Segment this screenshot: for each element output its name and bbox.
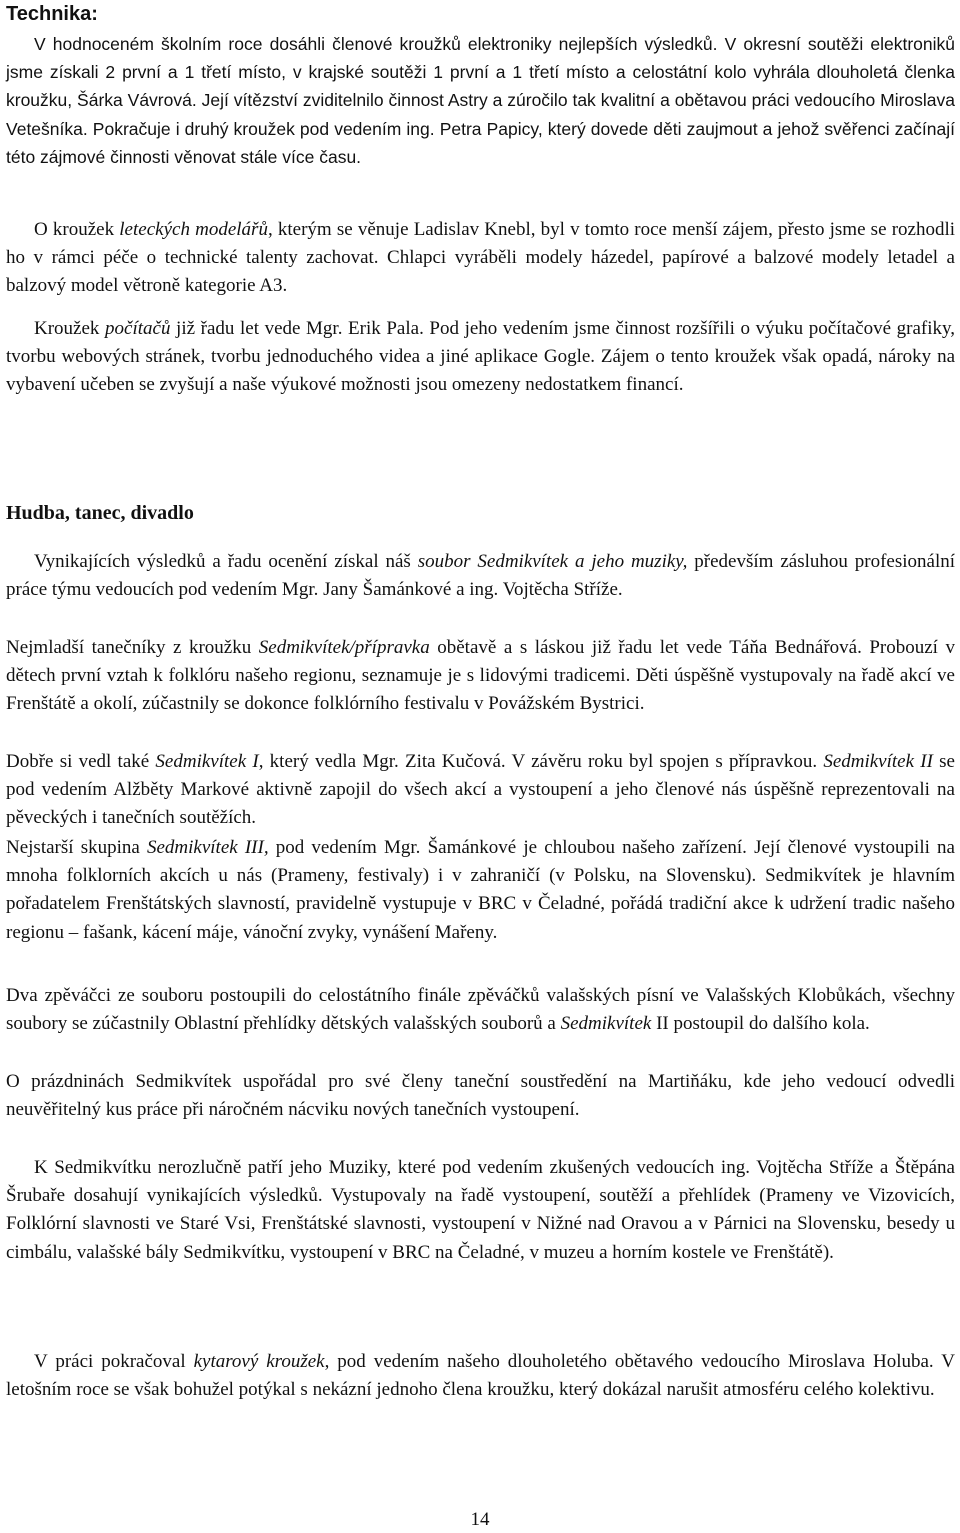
- emphasis-text: Sedmikvítek II: [823, 751, 933, 772]
- paragraph-pripravka: [6, 634, 955, 719]
- emphasis-text: kytarový kroužek: [193, 1351, 325, 1372]
- paragraph-elektronika: V hodnoceném školním roce dosáhli členové kroužků elektroniky nejlepších výsledků. V okresní soutěži elektroniků jsme získali 2 první a 1 třetí místo, v krajské soutěži 1 první a 1 třetí místo a celostátní kolo vyhrála dlouholetá členka kroužku, Šárka Vávrová. Její vítězství zviditelnilo činnost Astry a zúročilo tak kvalitní a obětavou práci vedoucího Miroslava Vetešníka. Pokračuje i druhý kroužek pod vedením ing. Petra Papicy, který dovede děti zaujmout a jehož svěřenci začínají této zájmové činnosti věnovat stále více času.: [6, 34, 955, 167]
- page-number: 14: [470, 1509, 490, 1530]
- section-heading-hudba: Hudba, tanec, divadlo: [6, 502, 194, 524]
- emphasis-text: soubor Sedmikvítek a jeho muziky,: [417, 551, 688, 572]
- paragraph-sedmikvitek-iii: [6, 834, 955, 947]
- text-run: Dva zpěváčci ze souboru postoupili do celostátního finále zpěváčků valašských písní ve Valašských Klobůkách, všechny soubory se zúčastnily Oblastní přehlídky dětských valašských souborů a: [6, 985, 955, 1035]
- section-heading-technika: Technika:: [6, 3, 98, 25]
- emphasis-text: leteckých modelářů: [119, 219, 268, 240]
- text-run: obětavě a s láskou již řadu let vede Táňa Bednářová. Probouzí v dětech první vztah k folklóru našeho regionu, seznamuje je s lidovými tradicemi. Děti úspěšně vystupovaly na řadě akcí ve Frenštátě a okolí, zúčastnily se dokonce folklórního festivalu v Povážském Bystrici.: [6, 637, 955, 715]
- text-run: především zásluhou profesionální práce týmu vedoucích pod vedením Mgr. Jany Šamánkové a ing. Vojtěcha Stříže.: [6, 551, 955, 601]
- paragraph-letecti-modelari: [6, 216, 955, 301]
- paragraph-pocitace: [6, 315, 955, 400]
- text-run: Nejstarší skupina: [6, 837, 147, 858]
- paragraph-kytarovy-krouzek: [6, 1348, 955, 1404]
- text-run: Vynikajících výsledků a řadu ocenění získal náš: [34, 551, 418, 572]
- text-run: Dobře si vedl také: [6, 751, 156, 772]
- emphasis-text: Sedmikvítek I: [155, 751, 259, 772]
- emphasis-text: Sedmikvítek: [560, 1013, 652, 1035]
- text-run: V práci pokračoval: [34, 1351, 194, 1372]
- text-run: již řadu let vede Mgr. Erik Pala. Pod jeho vedením jsme činnost rozšířili o výuku počítačové grafiky, tvorbu webových stránek, tvorbu jednoduchého videa a jiné aplikace Gogle. Zájem o tento kroužek však opadá, nároky na vybavení učeben se zvyšují a naše výukové možnosti jsou omezeny nedostatkem financí.: [6, 318, 955, 396]
- text-run: O kroužek: [34, 219, 120, 240]
- text-run: , pod vedením našeho dlouholetého obětavého vedoucího Miroslava Holuba. V letošním roce se však bohužel potýkal s nekázní jednoho člena kroužku, který dokázal narušit atmosféru celého kolektivu.: [6, 1351, 955, 1401]
- text-run: , kterým se věnuje Ladislav Knebl, byl v tomto roce menší zájem, přesto jsme se rozhodli ho v rámci péče o technické talenty zachovat. Chlapci vyráběli modely házedel, papírové a balzové modely letadel a balzový model větroně kategorie A3.: [6, 219, 956, 297]
- text-run: Kroužek: [34, 318, 106, 339]
- text-run: II postoupil do dalšího kola.: [651, 1013, 870, 1035]
- text-run: pod vedením Mgr. Šamánkové je chloubou našeho zařízení. Její členové vystoupili na mnoha folklorních akcích u nás (Prameny, festivaly) i v zahraničí (v Polsku, na Slovensku). Sedmikvítek je hlavním pořadatelem Frenštátských slavností, pravidelně vystupuje v BRC v Čeladné, pořádá tradiční akce k udržení tradic našeho regionu – fašank, kácení máje, vánoční zvyky, vynášení Mařeny.: [6, 837, 955, 943]
- emphasis-text: Sedmikvítek III,: [146, 837, 269, 858]
- paragraph-soustredeni: O prázdninách Sedmikvítek uspořádal pro své členy taneční soustředění na Martiňáku, kde jeho vedoucí odvedli neuvěřitelný kus práce při náročném nácviku nových tanečních vystoupení.: [6, 1071, 955, 1121]
- paragraph-muziky: K Sedmikvítku nerozlučně patří jeho Muziky, které pod vedením zkušených vedoucích ing. Vojtěcha Stříže a Štěpána Šrubaře dosahují vynikajících výsledků. Vystupovaly na řadě vystoupení, soutěží a přehlídek (Prameny ve Vizovicích, Folklórní slavnosti ve Staré Vsi, Frenštátské slavnosti, vystoupení v Nižné nad Oravou a v Párnici na Slovensku, besedy u cimbálu, valašské bály Sedmikvítku, vystoupení v BRC na Čeladné, v muzeu a horním kostele ve Frenštátě).: [6, 1157, 955, 1263]
- paragraph-sedmikvitek-intro: [6, 548, 955, 604]
- paragraph-sedmikvitek-i-ii: [6, 748, 955, 833]
- text-run: , který vedla Mgr. Zita Kučová. V závěru roku byl spojen s přípravkou.: [258, 751, 824, 772]
- emphasis-text: počítačů: [105, 318, 171, 339]
- text-run: se pod vedením Alžběty Markové aktivně zapojil do všech akcí a vystoupení a jeho členové nás úspěšně reprezentovali na pěveckých i tanečních soutěžích.: [6, 751, 955, 829]
- emphasis-text: Sedmikvítek/přípravka: [258, 637, 430, 658]
- text-run: Nejmladší tanečníky z kroužku: [6, 637, 259, 658]
- paragraph-zpevacci: [6, 982, 955, 1038]
